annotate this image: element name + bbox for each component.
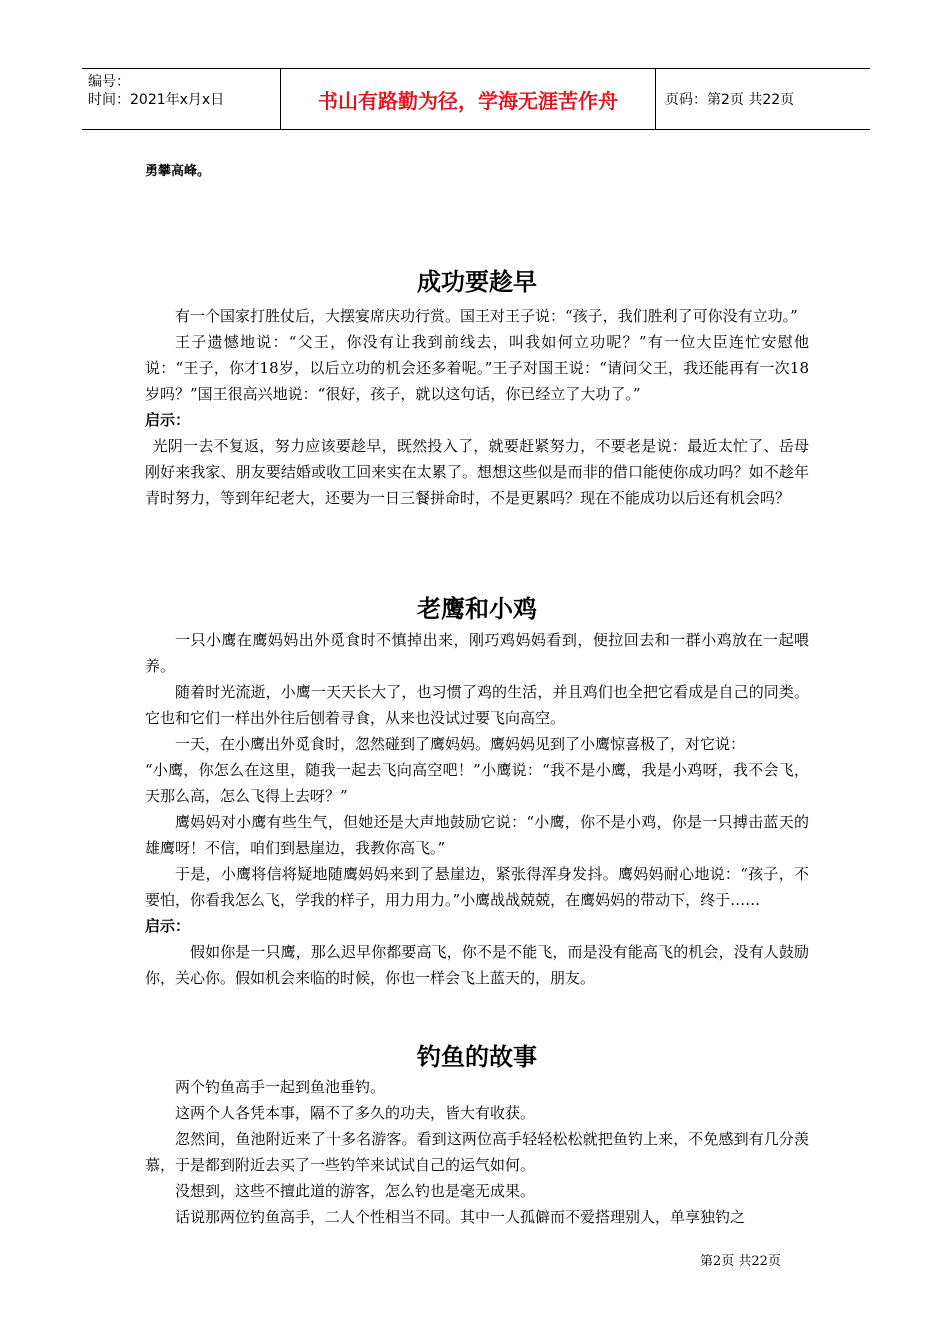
paragraph: 话说那两位钓鱼高手，二人个性相当不同。其中一人孤僻而不爱搭理别人，单享独钓之: [175, 1208, 746, 1226]
paragraph: 于是，小鹰将信将疑地随鹰妈妈来到了悬崖边，紧张得浑身发抖。鹰妈妈耐心地说：“孩子，不要怕，你看我怎么飞，学我的样子，用力用力。”小鹰战战兢兢，在鹰妈妈的带动下，终于……: [145, 865, 809, 909]
paragraph: 有一个国家打胜仗后，大摆宴席庆功行赏。国王对王子说：“孩子，我们胜利了可你没有立功。”: [175, 307, 798, 325]
section-title: 成功要趁早: [417, 268, 537, 296]
section-title: 钓鱼的故事: [417, 1043, 537, 1071]
paragraph: 这两个人各凭本事，隔不了多久的功夫，皆大有收获。: [175, 1104, 536, 1122]
insight-paragraph: 光阴一去不复返，努力应该要趁早，既然投入了，就要赶紧努力，不要老是说：最近太忙了、岳母刚好来我家、朋友要结婚或收工回来实在太累了。想想这些似是而非的借口能使你成功吗？如不趁年青时努力，等到年纪老大，还要为一日三餐拼命时，不是更累吗？现在不能成功以后还有机会吗？: [145, 437, 809, 507]
paragraph: 没想到，这些不擅此道的游客，怎么钓也是毫无成果。: [175, 1182, 536, 1200]
paragraph: 随着时光流逝，小鹰一天天长大了，也习惯了鸡的生活，并且鸡们也全把它看成是自己的同类。它也和它们一样出外往后刨着寻食，从来也没试过要飞向高空。: [145, 683, 809, 727]
page-header: [82, 68, 870, 130]
doc-date-label: 时间：2021年x月x日: [88, 92, 225, 108]
section-body: [145, 627, 809, 991]
paragraph: 王子遗憾地说：“父王，你没有让我到前线去，叫我如何立功呢？”有一位大臣连忙安慰他说：“王子，你才18岁，以后立功的机会还多着呢。”王子对国王说：“请问父王，我还能再有一次18岁吗？”国王很高兴地说：“很好，孩子，就以这句话，你已经立了大功了。”: [145, 333, 809, 403]
section-title: 老鹰和小鸡: [417, 595, 537, 623]
insight-paragraph: 假如你是一只鹰，那么迟早你都要高飞，你不是不能飞，而是没有能高飞的机会，没有人鼓励你，关心你。假如机会来临的时候，你也一样会飞上蓝天的，朋友。: [145, 943, 809, 987]
section-body: [145, 303, 809, 511]
paragraph: “小鹰，你怎么在这里，随我一起去飞向高空吧！”小鹰说：“我不是小鹰，我是小鸡呀，我不会飞，天那么高，怎么飞得上去呀？”: [145, 761, 809, 805]
paragraph: 一天，在小鹰出外觅食时，忽然碰到了鹰妈妈。鹰妈妈见到了小鹰惊喜极了，对它说：: [175, 735, 746, 753]
paragraph: 鹰妈妈对小鹰有些生气，但她还是大声地鼓励它说：“小鹰，你不是小鸡，你是一只搏击蓝天的雄鹰呀！不信，咱们到悬崖边，我教你高飞。”: [145, 813, 809, 857]
paragraph: 两个钓鱼高手一起到鱼池垂钓。: [175, 1078, 386, 1096]
header-motto: 书山有路勤为径，学海无涯苦作舟: [280, 69, 656, 129]
insight-label: 启示：: [145, 917, 191, 935]
header-meta: [82, 69, 280, 129]
section-body: [145, 1074, 809, 1230]
previous-section-tail: 勇攀高峰。: [145, 164, 211, 179]
header-page-label: 页码：第2页 共22页: [665, 92, 795, 108]
page-footer: 第2页 共22页: [700, 1254, 781, 1269]
paragraph: 一只小鹰在鹰妈妈出外觅食时不慎掉出来，刚巧鸡妈妈看到，便拉回去和一群小鸡放在一起喂养。: [145, 631, 809, 675]
insight-label: 启示：: [145, 411, 191, 429]
doc-number-label: 编号：: [88, 74, 130, 90]
paragraph: 忽然间，鱼池附近来了十多名游客。看到这两位高手轻轻松松就把鱼钓上来，不免感到有几分羡慕，于是都到附近去买了一些钓竿来试试自己的运气如何。: [145, 1130, 809, 1174]
